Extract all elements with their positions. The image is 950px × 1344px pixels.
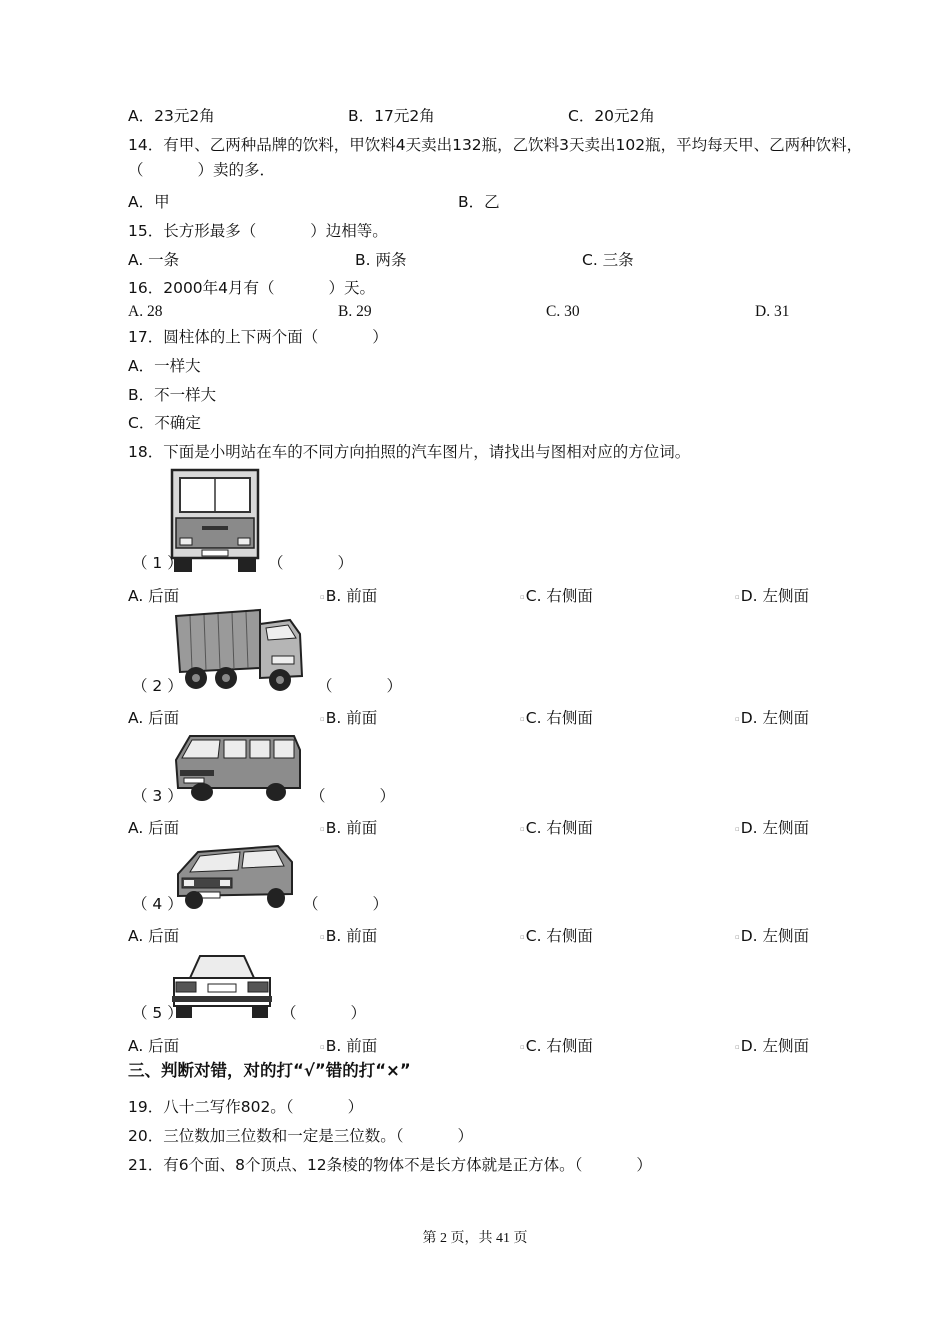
q18-item5-bracket	[281, 1003, 366, 1023]
q18-item4-option-c	[520, 926, 593, 947]
form-mark-icon: ▫	[320, 824, 325, 833]
q13-option-b: B．17元2角	[348, 107, 435, 125]
form-mark-icon: ▫	[520, 1042, 525, 1051]
q18-item2-bracket-open: （	[317, 677, 333, 695]
q18-item2-option-a: A. 后面	[128, 709, 180, 727]
q14-option-b: B．乙	[458, 193, 500, 211]
q14-stem-line1: 14．有甲、乙两种品牌的饮料，甲饮料4天卖出132瓶，乙饮料3天卖出102瓶，平均每天甲、乙两种饮料，	[128, 136, 863, 154]
q18-item3-option-c	[520, 818, 593, 839]
form-mark-icon: ▫	[735, 714, 740, 723]
q18-item1-option-c-label: C. 右侧面	[525, 587, 593, 605]
q18-item4-option-d	[735, 926, 809, 947]
q17-stem-pre: 17．圆柱体的上下两个面（	[128, 328, 319, 346]
q18-item2-option-d	[735, 708, 809, 729]
form-mark-icon: ▫	[320, 714, 325, 723]
q18-item4-bracket-close: ）	[372, 895, 389, 913]
q15-option-b: B. 两条	[355, 251, 407, 269]
q21-stem-post: ）	[636, 1156, 652, 1174]
q13-option-a: A．23元2角	[128, 107, 215, 125]
q21-stem-pre: 21．有6个面、8个顶点、12条棱的物体不是长方体就是正方体。（	[128, 1156, 583, 1174]
q15-option-c: C. 三条	[582, 251, 634, 269]
q18-item5-option-d	[735, 1036, 809, 1057]
q15-stem-pre: 15．长方形最多（	[128, 222, 257, 240]
q16-stem	[128, 278, 375, 298]
form-mark-icon: ▫	[735, 1042, 740, 1051]
q18-item4-option-c-label: C. 右侧面	[525, 927, 593, 945]
q18-item4-bracket	[303, 894, 388, 914]
q18-item3-label: （ 3 ）	[132, 787, 183, 805]
form-mark-icon: ▫	[735, 932, 740, 941]
q14-option-a: A．甲	[128, 193, 170, 211]
section-heading: 三、判断对错，对的打“√”错的打“×”	[128, 1061, 411, 1080]
q18-item5-option-c-label: C. 右侧面	[525, 1037, 593, 1055]
q18-item2-label: （ 2 ）	[132, 677, 183, 695]
q19-stem-pre: 19．八十二写作802。（	[128, 1098, 294, 1116]
q18-item1-option-b-label: B. 前面	[325, 587, 378, 605]
q15-stem-post: ）边相等。	[310, 222, 388, 240]
q18-item5-label: （ 5 ）	[132, 1004, 183, 1022]
q18-item5-bracket-open: （	[281, 1004, 297, 1022]
form-mark-icon: ▫	[735, 592, 740, 601]
q18-item5-option-b-label: B. 前面	[325, 1037, 378, 1055]
q18-item2-option-b-label: B. 前面	[325, 709, 378, 727]
q20-stem-post: ）	[457, 1127, 473, 1145]
q18-item1-option-d	[735, 586, 809, 607]
q16-option-b: B. 29	[338, 303, 372, 320]
q16-stem-post: ）天。	[328, 279, 376, 297]
q18-item2-bracket-close: ）	[386, 677, 403, 695]
q18-item3-bracket-close: ）	[379, 787, 396, 805]
form-mark-icon: ▫	[520, 592, 525, 601]
q16-option-c: C. 30	[546, 303, 580, 320]
car-rear-icon	[168, 946, 275, 1022]
q18-item4-option-d-label: D. 左侧面	[740, 927, 810, 945]
q18-item4-bracket-open: （	[303, 895, 319, 913]
q16-option-a: A. 28	[128, 303, 163, 320]
q18-item1-bracket-open: （	[268, 554, 284, 572]
q14-bracket-close: ）卖的多．	[197, 161, 276, 179]
q18-item2-option-b	[320, 708, 377, 729]
q18-item3-option-c-label: C. 右侧面	[525, 819, 593, 837]
q18-item1-option-a: A. 后面	[128, 587, 180, 605]
q18-item3-bracket	[310, 786, 395, 806]
q18-item3-option-d-label: D. 左侧面	[740, 819, 810, 837]
q18-item3-option-d	[735, 818, 809, 839]
q19-stem-post: ）	[347, 1098, 364, 1116]
q15-stem	[128, 221, 388, 241]
q18-item3-option-b	[320, 818, 377, 839]
q18-item3-option-b-label: B. 前面	[325, 819, 378, 837]
q18-item3-bracket-open: （	[310, 787, 326, 805]
q17-option-c: C．不确定	[128, 414, 201, 432]
form-mark-icon: ▫	[520, 714, 525, 723]
form-mark-icon: ▫	[320, 1042, 325, 1051]
q18-item2-option-d-label: D. 左侧面	[740, 709, 810, 727]
form-mark-icon: ▫	[520, 824, 525, 833]
q13-option-c: C．20元2角	[568, 107, 655, 125]
q18-item5-option-b	[320, 1036, 377, 1057]
q18-item2-option-c	[520, 708, 593, 729]
q18-item1-label: （ 1 ）	[132, 554, 183, 572]
form-mark-icon: ▫	[735, 824, 740, 833]
q18-item1-option-d-label: D. 左侧面	[740, 587, 810, 605]
form-mark-icon: ▫	[520, 932, 525, 941]
q18-item4-label: （ 4 ）	[132, 895, 183, 913]
q17-option-a: A．一样大	[128, 357, 201, 375]
q14-bracket-open: （	[128, 161, 144, 179]
q19-stem	[128, 1097, 363, 1117]
truck-side-icon	[168, 606, 311, 694]
q18-item5-option-c	[520, 1036, 593, 1057]
q17-stem-post: ）	[372, 328, 388, 346]
q18-item1-option-b	[320, 586, 377, 607]
q18-item4-option-b-label: B. 前面	[325, 927, 378, 945]
q18-item5-bracket-close: ）	[350, 1004, 367, 1022]
form-mark-icon: ▫	[320, 592, 325, 601]
q18-item3-option-a: A. 后面	[128, 819, 180, 837]
van-icon	[168, 730, 305, 804]
q18-item1-bracket-close: ）	[337, 554, 354, 572]
q21-stem	[128, 1155, 652, 1175]
q18-item1-option-c	[520, 586, 593, 607]
q15-option-a: A. 一条	[128, 251, 180, 269]
q17-option-b: B．不一样大	[128, 386, 217, 404]
q18-item2-option-c-label: C. 右侧面	[525, 709, 593, 727]
car-front-side-icon	[168, 838, 298, 912]
q18-item4-option-a: A. 后面	[128, 927, 180, 945]
q17-stem	[128, 327, 388, 347]
q18-item2-bracket	[317, 676, 402, 696]
q18-stem: 18．下面是小明站在车的不同方向拍照的汽车图片，请找出与图相对应的方位词。	[128, 443, 691, 461]
q16-stem-pre: 16．2000年4月有（	[128, 279, 275, 297]
page-footer: 第 2 页，共 41 页	[422, 1231, 528, 1246]
q18-item1-bracket	[268, 553, 353, 573]
q16-option-d: D. 31	[755, 303, 790, 320]
q18-item5-option-a: A. 后面	[128, 1037, 180, 1055]
q20-stem	[128, 1126, 473, 1146]
q18-item5-option-d-label: D. 左侧面	[740, 1037, 810, 1055]
form-mark-icon: ▫	[320, 932, 325, 941]
q20-stem-pre: 20．三位数加三位数和一定是三位数。（	[128, 1127, 404, 1145]
q18-item4-option-b	[320, 926, 377, 947]
q14-stem-line2	[128, 160, 275, 180]
